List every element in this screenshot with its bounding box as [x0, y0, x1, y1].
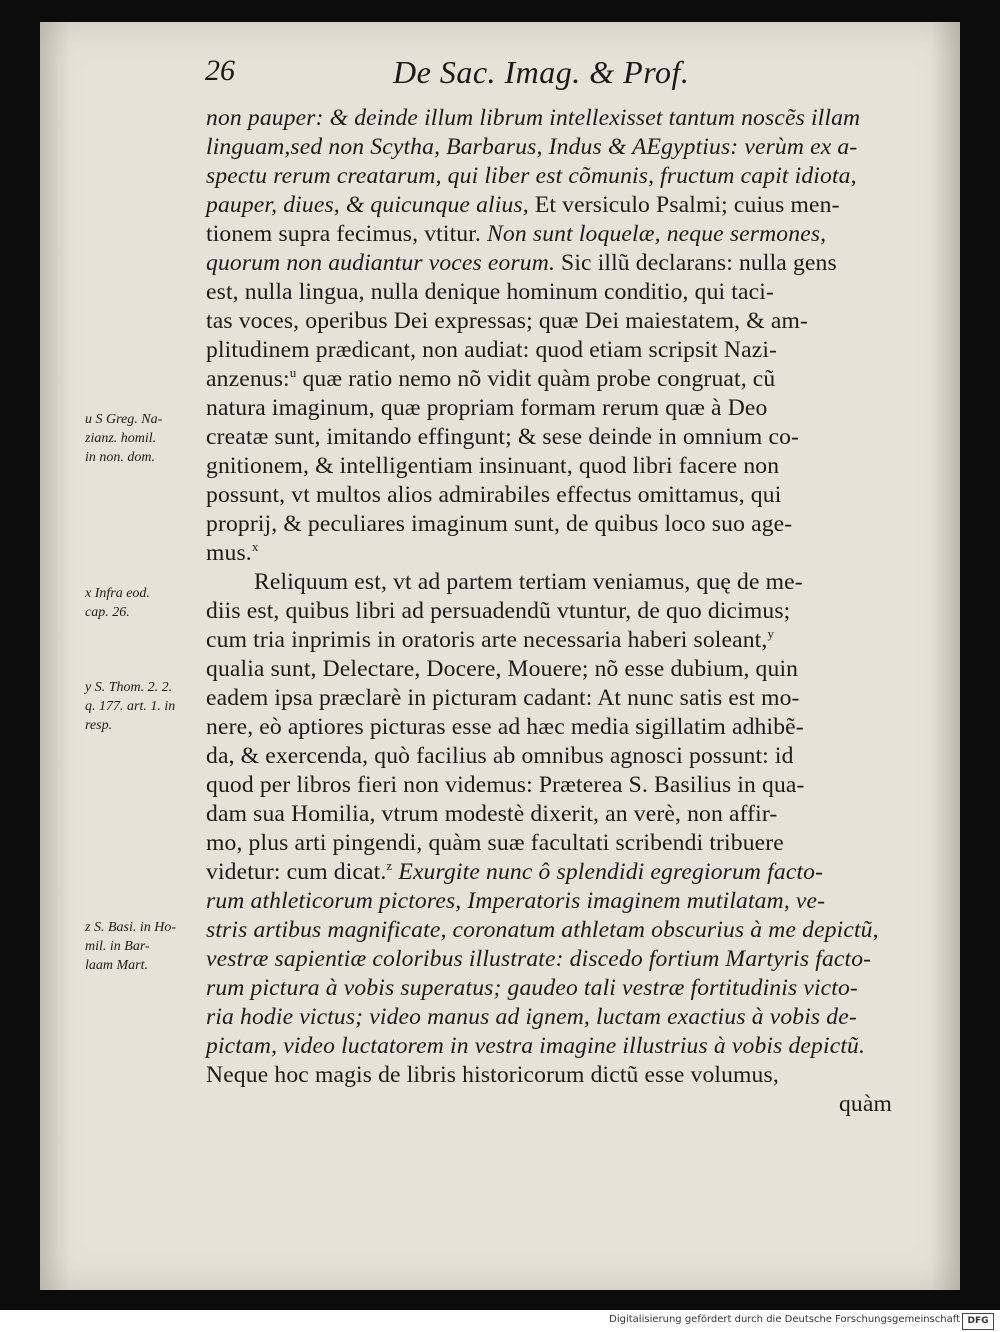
text-span: Et versiculo Psalmi; cuius men-: [528, 192, 840, 218]
text-line: natura imaginum, quæ propriam formam rerum quæ à Deo: [206, 395, 768, 421]
marginal-note-z: [85, 918, 205, 975]
text-line: dam sua Homilia, vtrum modestè dixerit, an verè, non affir-: [206, 801, 778, 827]
text-span: cum tria inprimis in oratoris arte necessaria haberi soleant,: [206, 627, 768, 653]
text-span: mus.: [206, 540, 252, 566]
marginal-line: in non. dom.: [85, 450, 155, 465]
text-line: [206, 220, 896, 249]
text-line: quod per libros fieri non videmus: Præterea S. Basilius in qua-: [206, 772, 805, 798]
marginal-line: mil. in Bar-: [85, 939, 150, 954]
paragraph-start: Reliquum est, vt ad partem tertiam veniamus, quę de me-: [254, 569, 803, 595]
catchword: quàm: [838, 1091, 892, 1117]
text-span: verùm ex a-: [738, 134, 858, 160]
text-line: spectu rerum creatarum, qui liber est cõmunis, fructum capit idiota,: [206, 163, 857, 189]
text-span: pauper, diues, & quicunque alius,: [206, 192, 529, 218]
marginal-line: z S. Basi. in Ho-: [85, 920, 176, 935]
text-line: pictam, video luctatorem in vestra imagine illustrius à vobis depictũ.: [206, 1033, 866, 1059]
text-line: [206, 365, 896, 394]
text-line: est, nulla lingua, nulla denique hominum conditio, qui taci-: [206, 279, 774, 305]
text-span: Non sunt loquelæ, neque sermones,: [480, 221, 827, 247]
text-line: [206, 191, 896, 220]
marginal-note-x: [85, 584, 205, 622]
text-line: tas voces, operibus Dei expressas; quæ Dei maiestatem, & am-: [206, 308, 808, 334]
marginal-line: q. 177. art. 1. in: [85, 699, 176, 714]
text-line: [206, 626, 896, 655]
body-text: [206, 104, 896, 1119]
text-span: linguam,sed non Scytha, Barbarus, Indus & AEgyptius:: [206, 134, 739, 160]
text-line: nere, eò aptiores picturas esse ad hæc media sigillatim adhibẽ-: [206, 714, 804, 740]
text-line: qualia sunt, Delectare, Docere, Mouere; nõ esse dubium, quin: [206, 656, 799, 682]
page-edge-shadow: [930, 22, 960, 1290]
note-marker-u: u: [289, 365, 297, 381]
marginal-line: u S Greg. Na-: [85, 412, 163, 427]
marginal-line: y S. Thom. 2. 2.: [85, 680, 173, 695]
page-header: [205, 54, 745, 94]
marginal-line: resp.: [85, 718, 113, 733]
note-marker-y: y: [767, 626, 775, 642]
marginal-line: cap. 26.: [85, 605, 130, 620]
text-line: diis est, quibus libri ad persuadendũ vtuntur, de quo dicimus;: [206, 598, 791, 624]
note-marker-x: x: [251, 539, 259, 555]
marginal-line: laam Mart.: [85, 958, 148, 973]
marginal-line: x Infra eod.: [85, 586, 150, 601]
text-span: Exurgite nunc ô splendidi egregiorum facto-: [392, 859, 824, 885]
text-span: anzenus:: [206, 366, 290, 392]
page-gutter-shadow: [40, 22, 70, 1290]
text-span: tionem supra fecimus, vtitur.: [206, 221, 481, 247]
text-line: [206, 249, 896, 278]
text-span: quæ ratio nemo nõ vidit quàm probe congruat, cũ: [296, 366, 776, 392]
funding-credit: Digitalisierung gefördert durch die Deutsche Forschungsgemeinschaft: [609, 1314, 960, 1325]
text-line: mo, plus arti pingendi, quàm suæ facultati scribendi tribuere: [206, 830, 784, 856]
marginal-line: zianz. homil.: [85, 431, 157, 446]
page-number: 26: [205, 54, 235, 87]
text-line: Neque hoc magis de libris historicorum dictũ esse volumus,: [206, 1062, 779, 1088]
marginal-note-u: [85, 410, 205, 467]
text-line: [206, 539, 896, 568]
text-line: possunt, vt multos alios admirabiles effectus omittamus, qui: [206, 482, 782, 508]
text-line: eadem ipsa præclarè in picturam cadant: At nunc satis est mo-: [206, 685, 800, 711]
text-span: videtur: cum dicat.: [206, 859, 387, 885]
text-line: gnitionem, & intelligentiam insinuant, quod libri facere non: [206, 453, 780, 479]
text-line: [206, 858, 896, 887]
running-head: De Sac. Imag. & Prof.: [393, 54, 690, 90]
marginal-note-y: [85, 678, 205, 735]
text-line: non pauper: & deinde illum librum intellexisset tantum noscẽs illam: [206, 105, 861, 131]
text-line: rum athleticorum pictores, Imperatoris imaginem mutilatam, ve-: [206, 888, 826, 914]
dfg-logo: DFG: [962, 1313, 994, 1330]
text-line: vestræ sapientiæ coloribus illustrate: discedo fortium Martyris facto-: [206, 946, 872, 972]
footer-bar: [0, 1310, 1000, 1332]
text-line: [206, 133, 896, 162]
book-page: [40, 22, 960, 1290]
note-marker-z: z: [386, 858, 393, 874]
text-line: rum pictura à vobis superatus; gaudeo tali vestræ fortitudinis victo-: [206, 975, 858, 1001]
text-line: da, & exercenda, quò facilius ab omnibus agnosci possunt: id: [206, 743, 794, 769]
text-line: stris artibus magnificate, coronatum athletam obscurius à me depictũ,: [206, 917, 879, 943]
text-line: creatæ sunt, imitando effingunt; & sese deinde in omnium co-: [206, 424, 800, 450]
text-line: ria hodie victus; video manus ad ignem, luctam exactius à vobis de-: [206, 1004, 857, 1030]
text-span: Sic illũ declarans: nulla gens: [555, 250, 837, 276]
text-span: quorum non audiantur voces eorum.: [206, 250, 555, 276]
text-line: proprij, & peculiares imaginum sunt, de quibus loco suo age-: [206, 511, 793, 537]
text-line: plitudinem prædicant, non audiat: quod etiam scripsit Nazi-: [206, 337, 778, 363]
